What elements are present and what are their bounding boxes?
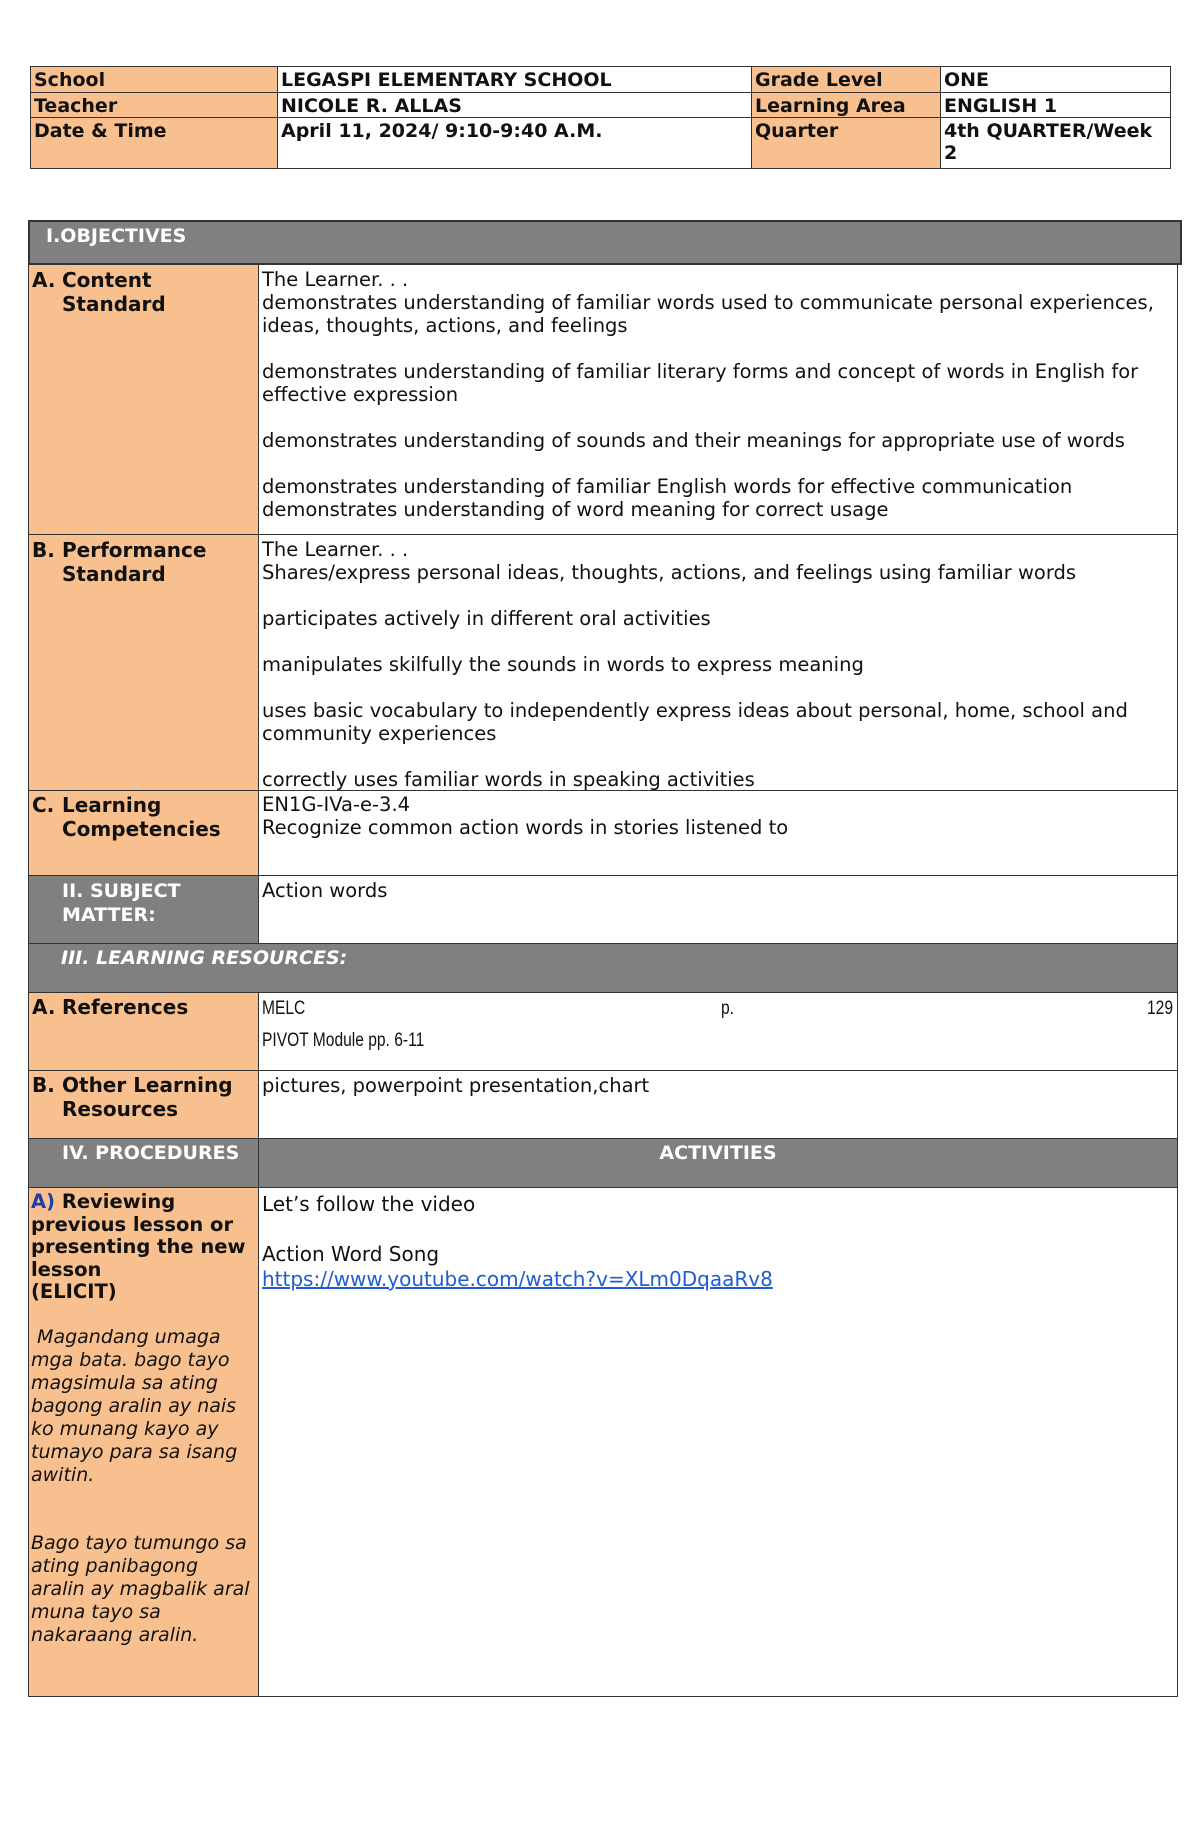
quarter-label: Quarter [751,117,941,169]
other-resources-label [28,1070,259,1139]
performance-standard-text [258,534,1178,791]
references-label-text: References [62,995,189,1019]
other-resources-letter: B. [32,1073,55,1097]
other-resources-value: pictures, powerpoint presentation,chart [258,1070,1178,1139]
learning-area-label: Learning Area [751,92,941,118]
other-resources-label-2: Resources [62,1097,179,1121]
performance-standard-intro: The Learner. . . [262,538,409,561]
reviewing-step-activity [258,1187,1178,1697]
performance-standard-label-2: Standard [62,562,166,586]
performance-standard-label-1: Performance [62,538,207,562]
step-a-title-5: (ELICIT) [31,1280,117,1303]
grade-level-value: ONE [940,66,1171,93]
content-standard-line-4: demonstrates understanding of familiar English words for effective communication [262,475,1073,498]
school-label: School [30,66,278,93]
objectives-heading: I.OBJECTIVES [28,220,1182,265]
date-time-label: Date & Time [30,117,278,169]
activity-follow-video: Let’s follow the video [262,1192,476,1216]
references-letter: A. [32,995,56,1019]
content-standard-label-2: Standard [62,292,166,316]
subject-matter-label [28,875,259,944]
procedures-heading: IV. PROCEDURES [28,1138,259,1188]
step-a-note-2: Bago tayo tumungo sa ating panibagong aralin ay magbalik aral muna tayo sa nakaraang aralin. [31,1531,250,1646]
activities-heading: ACTIVITIES [258,1138,1178,1188]
learning-area-value: ENGLISH 1 [940,92,1171,118]
references-pivot: PIVOT Module pp. 6-11 [262,1030,425,1051]
learning-competencies-label-2: Competencies [62,817,221,841]
references-page: 129 [1147,998,1173,1019]
competency-code: EN1G-IVa-e-3.4 [262,793,411,816]
learning-competencies-label-1: Learning [62,793,162,817]
quarter-value: 4th QUARTER/Week 2 [940,117,1171,169]
learning-competencies-letter: C. [32,793,55,817]
reviewing-step-label [28,1187,259,1697]
performance-standard-line-2: participates actively in different oral activities [262,607,711,630]
teacher-label: Teacher [30,92,278,118]
content-standard-label-1: Content [62,268,152,292]
other-resources-label-1: Other Learning [62,1073,233,1097]
grade-level-label: Grade Level [751,66,941,93]
step-a-title-3: presenting the new [31,1235,246,1258]
references-p: p. [721,998,735,1019]
content-standard-intro: The Learner. . . [262,268,409,291]
performance-standard-line-5: correctly uses familiar words in speaking activities [262,768,755,791]
content-standard-line-2: demonstrates understanding of familiar literary forms and concept of words in English for effective expression [262,360,1139,406]
references-text [258,992,1178,1071]
performance-standard-line-3: manipulates skilfully the sounds in words to express meaning [262,653,864,676]
references-melc: MELC [262,998,306,1019]
content-standard-letter: A. [32,268,56,292]
competency-text: Recognize common action words in stories listened to [262,816,789,839]
content-standard-line-1: demonstrates understanding of familiar words used to communicate personal experiences, ideas, thoughts, actions, and feelings [262,291,1154,337]
step-a-note-1: Magandang umaga mga bata. bago tayo magsimula sa ating bagong aralin ay nais ko munang kayo ay tumayo para sa isang awitin. [31,1325,244,1486]
content-standard-label [28,264,259,535]
performance-standard-line-1: Shares/express personal ideas, thoughts, actions, and feelings using familiar words [262,561,1077,584]
content-standard-text [258,264,1178,535]
step-a-title-2: previous lesson or [31,1212,234,1236]
learning-resources-heading: III. LEARNING RESOURCES: [28,943,1178,993]
references-label [28,992,259,1071]
step-a-title-4: lesson [31,1257,102,1281]
learning-competencies-label [28,790,259,876]
youtube-link[interactable]: https://www.youtube.com/watch?v=XLm0DqaaRv8 [262,1267,773,1291]
performance-standard-letter: B. [32,538,55,562]
performance-standard-line-4: uses basic vocabulary to independently express ideas about personal, home, school and community experiences [262,699,1128,745]
subject-matter-label-1: II. SUBJECT [62,880,181,902]
teacher-value: NICOLE R. ALLAS [277,92,752,118]
step-a-letter: A) [31,1190,56,1213]
content-standard-line-3: demonstrates understanding of sounds and their meanings for appropriate use of words [262,429,1125,452]
school-value: LEGASPI ELEMENTARY SCHOOL [277,66,752,93]
activity-song-title: Action Word Song [262,1242,440,1266]
performance-standard-label [28,534,259,791]
subject-matter-value: Action words [258,875,1178,944]
step-a-title-1: Reviewing [61,1190,176,1213]
date-time-value: April 11, 2024/ 9:10-9:40 A.M. [277,117,752,169]
learning-competencies-text [258,790,1178,876]
content-standard-line-5: demonstrates understanding of word meaning for correct usage [262,498,889,521]
subject-matter-label-2: MATTER: [62,904,156,926]
